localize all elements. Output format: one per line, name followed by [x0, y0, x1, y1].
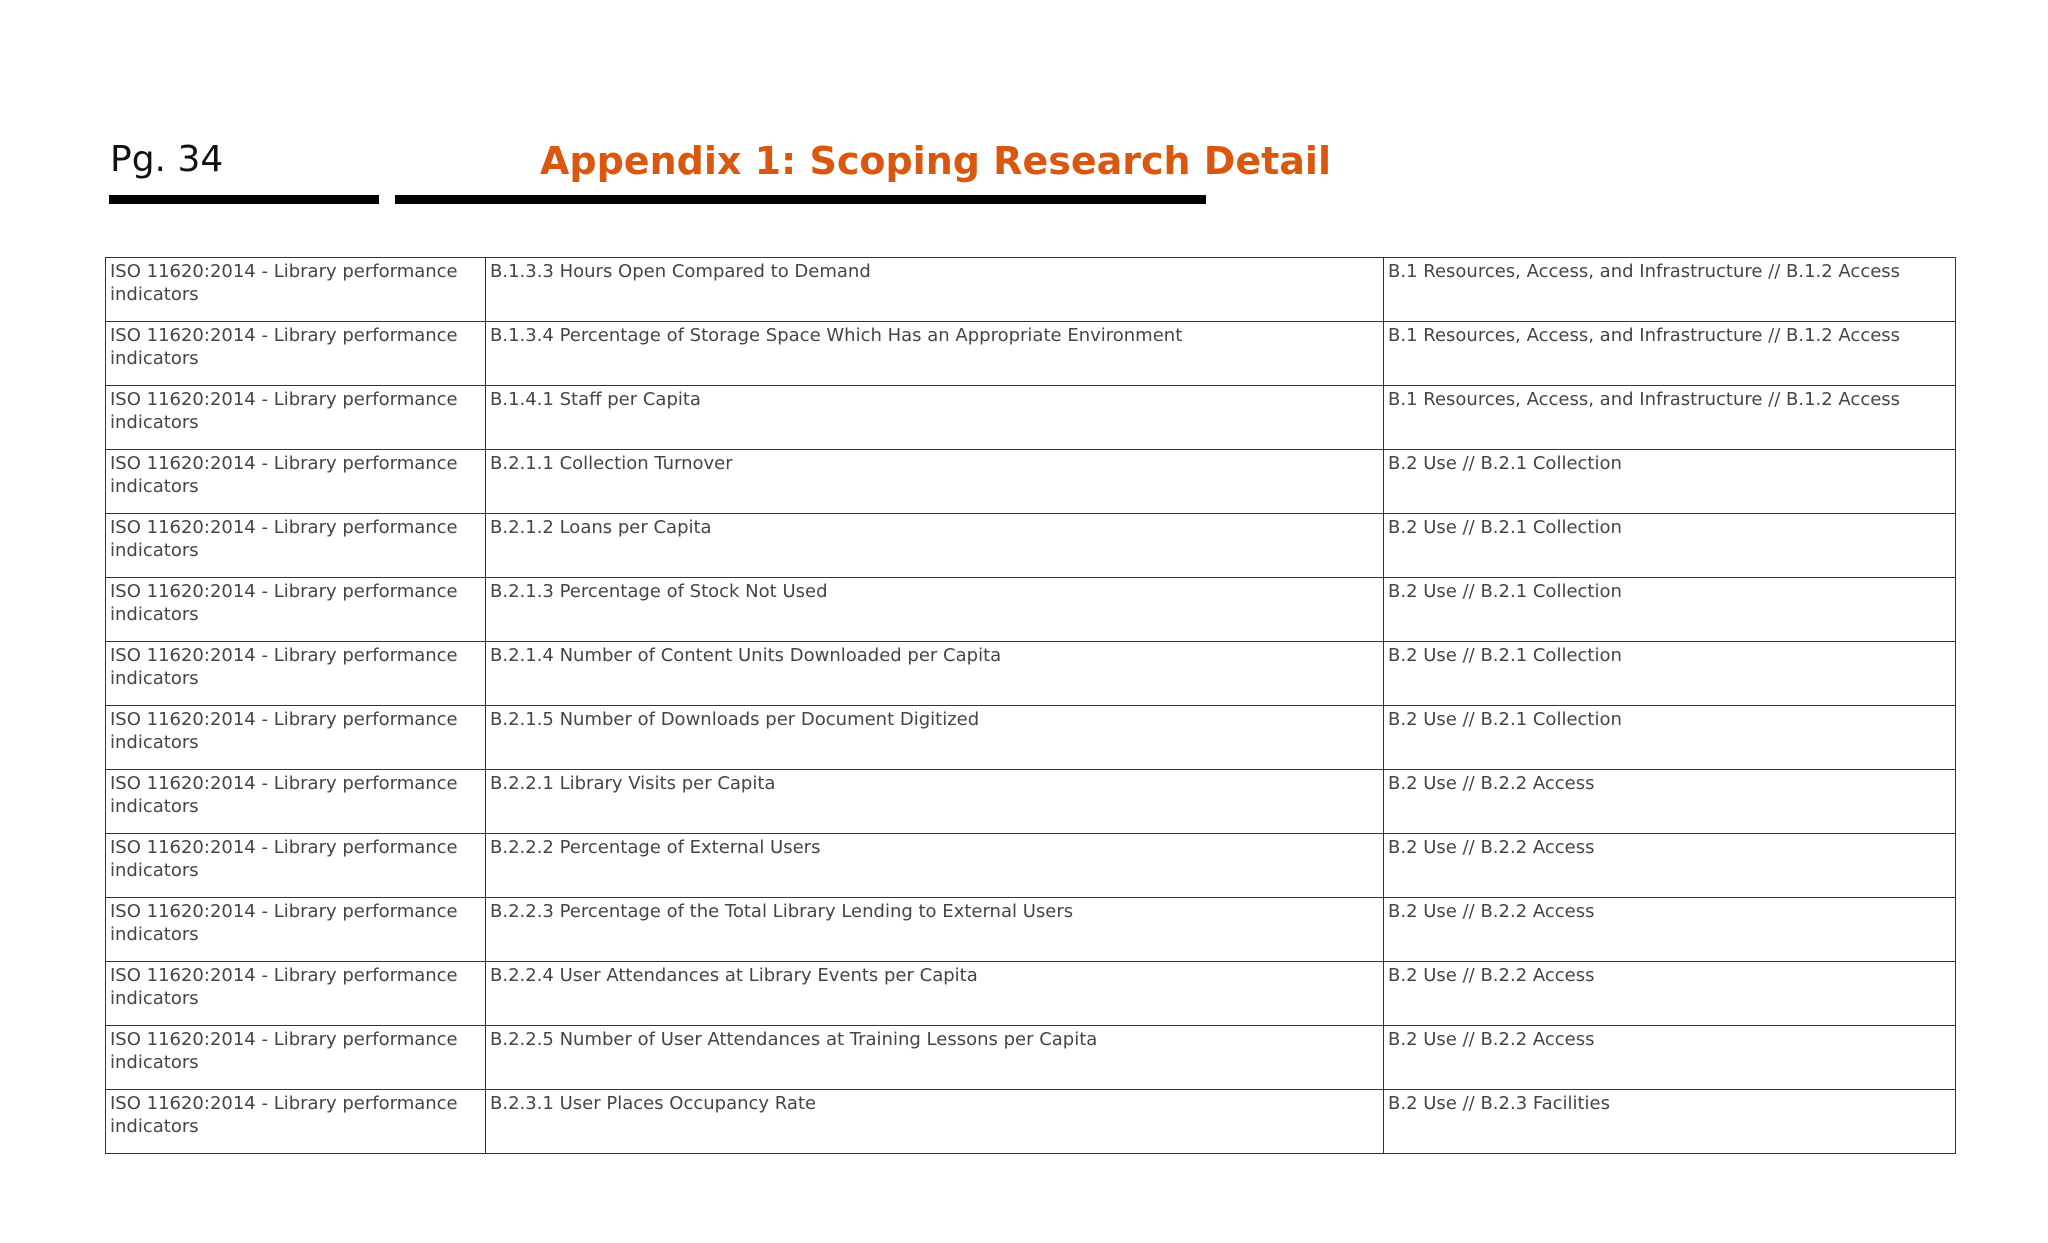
table-row — [106, 578, 1956, 642]
indicator-cell: B.2.1.4 Number of Content Units Downloaded per Capita — [486, 642, 1384, 706]
category-cell: B.1 Resources, Access, and Infrastructure // B.1.2 Access — [1384, 322, 1956, 386]
page-number-rule — [109, 195, 379, 204]
indicator-cell: B.2.1.2 Loans per Capita — [486, 514, 1384, 578]
source-cell: ISO 11620:2014 - Library performance indicators — [106, 962, 486, 1026]
indicator-cell: B.2.2.5 Number of User Attendances at Training Lessons per Capita — [486, 1026, 1384, 1090]
category-cell: B.2 Use // B.2.1 Collection — [1384, 578, 1956, 642]
indicator-cell: B.2.1.5 Number of Downloads per Document Digitized — [486, 706, 1384, 770]
scoping-research-table — [105, 257, 1956, 1154]
indicator-cell: B.1.3.4 Percentage of Storage Space Which Has an Appropriate Environment — [486, 322, 1384, 386]
source-cell: ISO 11620:2014 - Library performance indicators — [106, 322, 486, 386]
category-cell: B.2 Use // B.2.2 Access — [1384, 770, 1956, 834]
page-number: Pg. 34 — [110, 139, 224, 180]
category-cell: B.2 Use // B.2.2 Access — [1384, 962, 1956, 1026]
indicator-cell: B.1.3.3 Hours Open Compared to Demand — [486, 258, 1384, 322]
table-row — [106, 962, 1956, 1026]
source-cell: ISO 11620:2014 - Library performance indicators — [106, 1090, 486, 1154]
category-cell: B.2 Use // B.2.2 Access — [1384, 898, 1956, 962]
source-cell: ISO 11620:2014 - Library performance indicators — [106, 258, 486, 322]
indicator-cell: B.2.1.1 Collection Turnover — [486, 450, 1384, 514]
table-row — [106, 386, 1956, 450]
table-row — [106, 258, 1956, 322]
category-cell: B.2 Use // B.2.1 Collection — [1384, 642, 1956, 706]
indicator-cell: B.1.4.1 Staff per Capita — [486, 386, 1384, 450]
table-row — [106, 450, 1956, 514]
source-cell: ISO 11620:2014 - Library performance indicators — [106, 386, 486, 450]
table-row — [106, 898, 1956, 962]
indicator-cell: B.2.2.4 User Attendances at Library Events per Capita — [486, 962, 1384, 1026]
source-cell: ISO 11620:2014 - Library performance indicators — [106, 514, 486, 578]
indicator-cell: B.2.2.3 Percentage of the Total Library Lending to External Users — [486, 898, 1384, 962]
category-cell: B.2 Use // B.2.1 Collection — [1384, 706, 1956, 770]
table-row — [106, 642, 1956, 706]
table-row — [106, 706, 1956, 770]
source-cell: ISO 11620:2014 - Library performance indicators — [106, 898, 486, 962]
source-cell: ISO 11620:2014 - Library performance indicators — [106, 770, 486, 834]
source-cell: ISO 11620:2014 - Library performance indicators — [106, 706, 486, 770]
table-row — [106, 322, 1956, 386]
source-cell: ISO 11620:2014 - Library performance indicators — [106, 450, 486, 514]
source-cell: ISO 11620:2014 - Library performance indicators — [106, 642, 486, 706]
category-cell: B.2 Use // B.2.1 Collection — [1384, 514, 1956, 578]
source-cell: ISO 11620:2014 - Library performance indicators — [106, 1026, 486, 1090]
indicator-cell: B.2.1.3 Percentage of Stock Not Used — [486, 578, 1384, 642]
table-row — [106, 770, 1956, 834]
indicator-cell: B.2.2.2 Percentage of External Users — [486, 834, 1384, 898]
table-row — [106, 514, 1956, 578]
category-cell: B.2 Use // B.2.2 Access — [1384, 1026, 1956, 1090]
category-cell: B.1 Resources, Access, and Infrastructure // B.1.2 Access — [1384, 386, 1956, 450]
title-rule — [395, 195, 1206, 204]
category-cell: B.2 Use // B.2.1 Collection — [1384, 450, 1956, 514]
category-cell: B.2 Use // B.2.3 Facilities — [1384, 1090, 1956, 1154]
source-cell: ISO 11620:2014 - Library performance indicators — [106, 578, 486, 642]
page-title: Appendix 1: Scoping Research Detail — [540, 139, 1331, 183]
table-row — [106, 1090, 1956, 1154]
indicator-cell: B.2.2.1 Library Visits per Capita — [486, 770, 1384, 834]
category-cell: B.2 Use // B.2.2 Access — [1384, 834, 1956, 898]
table-row — [106, 1026, 1956, 1090]
indicator-cell: B.2.3.1 User Places Occupancy Rate — [486, 1090, 1384, 1154]
table-row — [106, 834, 1956, 898]
source-cell: ISO 11620:2014 - Library performance indicators — [106, 834, 486, 898]
category-cell: B.1 Resources, Access, and Infrastructure // B.1.2 Access — [1384, 258, 1956, 322]
